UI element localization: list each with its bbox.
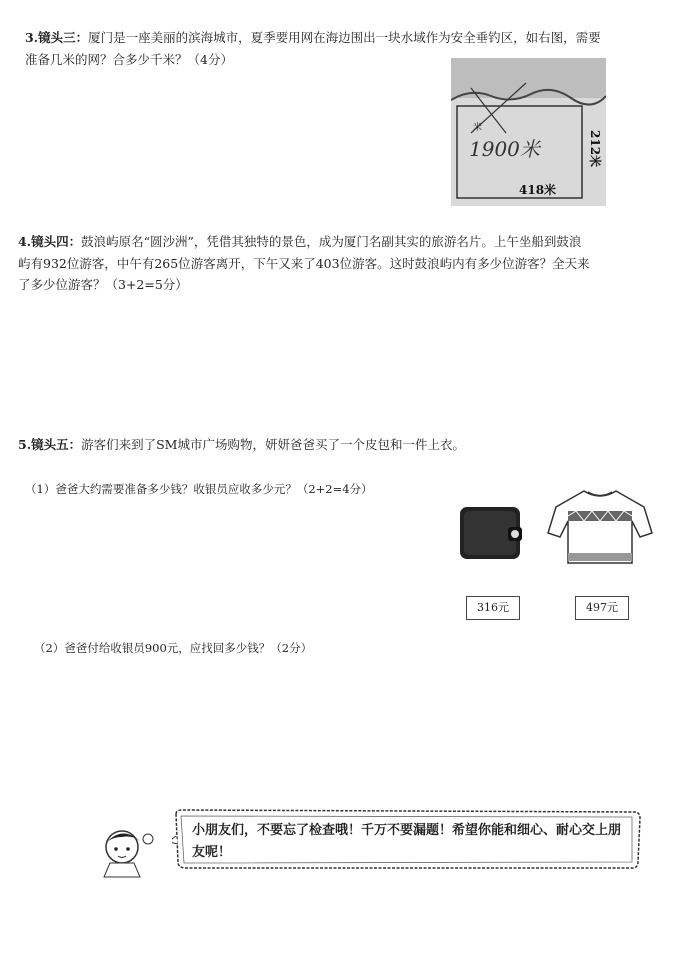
- wallet-icon: [458, 503, 524, 561]
- q3-line1: [25, 30, 601, 46]
- photo-small-label: 米: [473, 123, 483, 133]
- girl-icon: [96, 825, 156, 879]
- q4-line1: [18, 234, 581, 250]
- q4-label: 镜头四：: [31, 234, 82, 249]
- q3-number: 3.: [25, 30, 39, 45]
- q4-line3: 了多少位游客？（3+2=5分）: [18, 277, 188, 292]
- q5-intro: 游客们来到了SM城市广场购物，妍妍爸爸买了一个皮包和一件上衣。: [81, 437, 465, 452]
- q4-text-line1: 鼓浪屿原名“圆沙洲”，凭借其独特的景色，成为厦门名副其实的旅游名片。上午坐船到鼓浪: [81, 234, 582, 249]
- photo-side-label: 212米: [588, 130, 602, 168]
- sweater-image: [546, 487, 654, 565]
- q3-text-line1: 厦门是一座美丽的滨海城市，夏季要用网在海边围出一块水域作为安全垂钓区，如右图，需要: [88, 30, 601, 45]
- q4-line2: 屿有932位游客，中午有265位游客离开，下午又来了403位游客。这时鼓浪屿内有多少位游客？全天来: [18, 256, 590, 271]
- q5-label: 镜头五：: [31, 437, 82, 452]
- cartoon-girl-image: [96, 825, 156, 879]
- photo-bottom-label: 418米: [519, 183, 557, 197]
- fishing-area-photo: [451, 58, 606, 206]
- q5-number: 5.: [18, 437, 32, 452]
- photo-handwriting: 1900米: [469, 137, 540, 161]
- wallet-price-tag: 316元: [466, 596, 520, 620]
- reminder-text: 小朋友们，不要忘了检查哦！千万不要漏题！希望你能和细心、耐心交上朋友呢！: [192, 823, 622, 860]
- q4-number: 4.: [18, 234, 32, 249]
- wallet-image: [458, 503, 524, 561]
- q3-label: 镜头三：: [38, 30, 89, 45]
- q5-intro-line: [18, 437, 465, 453]
- q3-line2: 准备几米的网？合多少千米？（4分）: [25, 52, 233, 67]
- sweater-price-tag: 497元: [575, 596, 629, 620]
- reminder-banner: [172, 808, 642, 870]
- q5-part1: （1）爸爸大约需要准备多少钱？收银员应收多少元？（2+2=4分）: [25, 482, 373, 496]
- q5-part2: （2）爸爸付给收银员900元，应找回多少钱？（2分）: [34, 641, 313, 655]
- sweater-icon: [546, 487, 654, 565]
